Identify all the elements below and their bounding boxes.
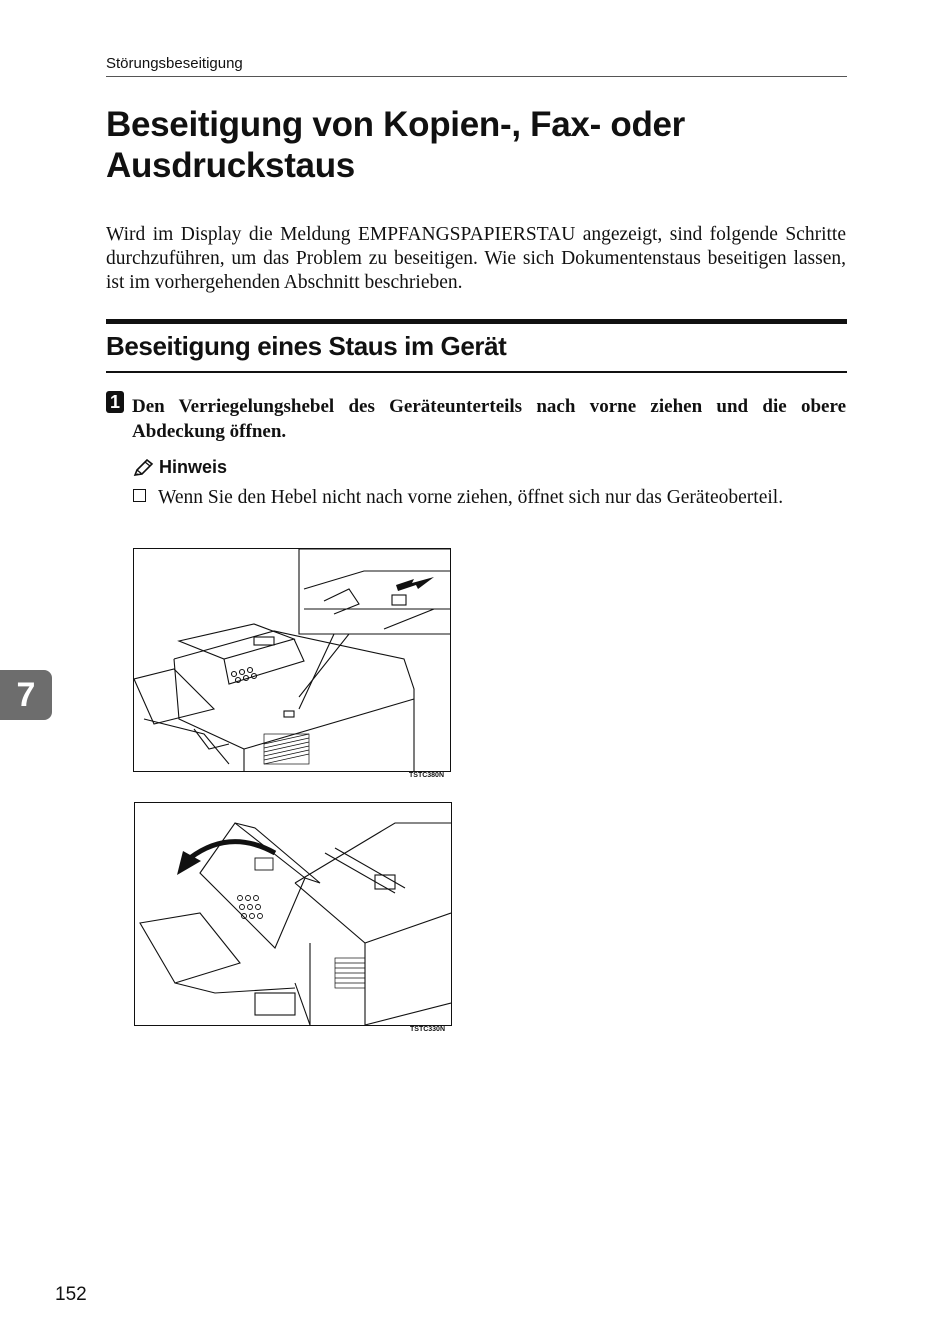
note-heading-label: Hinweis <box>159 457 228 477</box>
intro-paragraph: Wird im Display die Meldung EMPFANGSPAPIERSTAU angezeigt, sind folgende Schritte durchzuführen, um das Problem zu beseitigen. Wie sich Dokumentenstaus beseitigen lassen, ist im vorhergehenden Abschnitt beschrieben. <box>106 224 846 293</box>
figure-code: TSTC380N <box>409 772 445 779</box>
figure-cover-open-illustration <box>134 802 452 1026</box>
note-item: Wenn Sie den Hebel nicht nach vorne ziehen, öffnet sich nur das Geräteoberteil. <box>158 487 784 508</box>
page-number: 152 <box>55 1284 87 1305</box>
page-title <box>106 104 846 186</box>
page-title-line-1: Beseitigung von Kopien-, Fax- oder <box>106 105 686 144</box>
figure-code: TSTC330N <box>410 1026 446 1033</box>
section-rule-top <box>106 319 847 324</box>
note-checkbox-bullet <box>133 489 146 502</box>
page-title-line-2: Ausdruckstaus <box>106 146 355 185</box>
section-heading: Beseitigung eines Staus im Gerät <box>106 331 507 361</box>
section-rule-bottom <box>106 371 847 373</box>
step-instruction: Den Verriegelungshebel des Geräteunterteils nach vorne ziehen und die obere Abdeckung öffnen. <box>132 396 846 442</box>
step-number-badge: 1 <box>106 391 124 413</box>
figure-lever-illustration <box>133 548 451 772</box>
chapter-tab: 7 <box>0 670 52 720</box>
pencil-icon <box>133 459 155 477</box>
note-heading <box>133 457 227 478</box>
running-head: Störungsbeseitigung <box>106 55 847 77</box>
